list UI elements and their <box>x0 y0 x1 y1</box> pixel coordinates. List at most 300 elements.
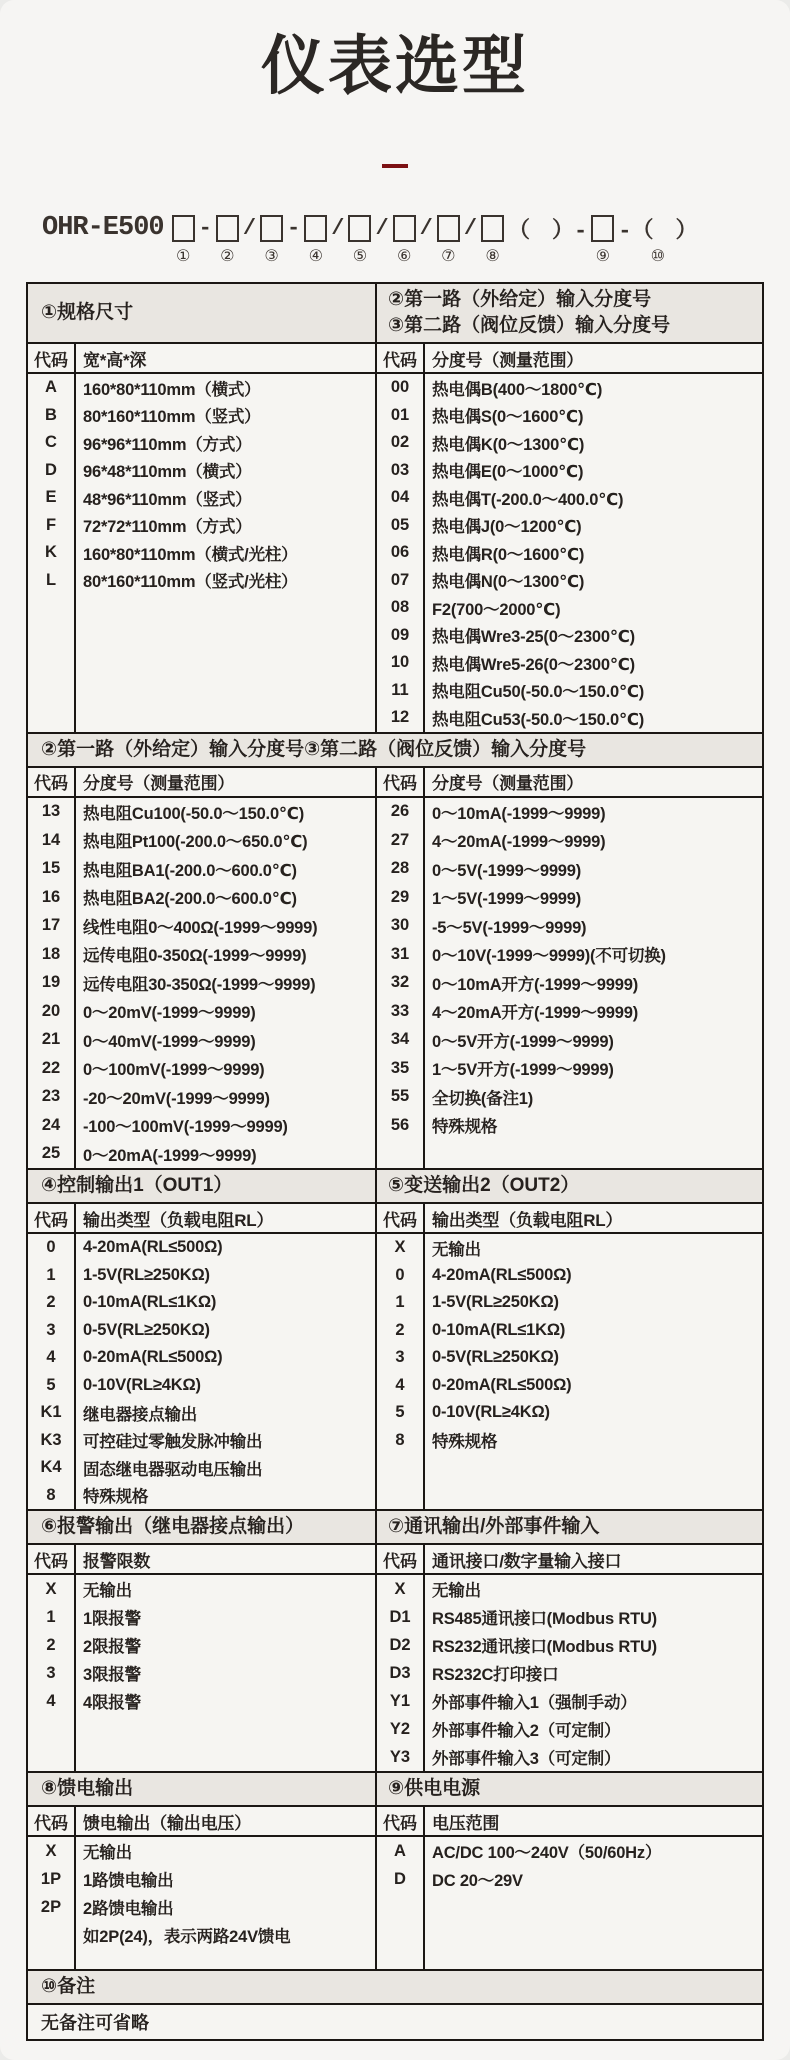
code-cell: 2 <box>395 1320 405 1339</box>
model-position-number: ⑥ <box>396 248 412 265</box>
table-row <box>377 704 762 732</box>
column-divider <box>423 1545 425 1771</box>
desc-cell: 3限报警 <box>83 1666 141 1684</box>
table-row <box>28 402 375 430</box>
desc-column-header: 通讯接口/数字量输入接口 <box>432 1551 622 1571</box>
table-row <box>28 1687 375 1715</box>
desc-cell: 无输出 <box>432 1240 481 1259</box>
desc-cell: 4-20mA(RL≤500Ω) <box>432 1265 572 1284</box>
code-cell: 0 <box>395 1265 405 1284</box>
code-column-header: 代码 <box>383 1813 417 1833</box>
desc-cell: 热电偶E(0～1000℃) <box>432 463 584 482</box>
table-row <box>377 429 762 457</box>
code-cell: 33 <box>390 1001 410 1020</box>
desc-cell: 热电偶B(400～1800℃) <box>432 380 603 399</box>
code-cell: 3 <box>46 1663 56 1682</box>
table-section <box>28 1170 762 1511</box>
model-field-box-group <box>300 212 331 268</box>
desc-cell: 无输出 <box>83 1844 132 1862</box>
desc-cell: 固态继电器驱动电压输出 <box>83 1460 263 1479</box>
table-row <box>377 1372 762 1400</box>
desc-cell: 4～20mA(-1999～9999) <box>432 833 606 852</box>
table-row <box>377 1083 762 1112</box>
desc-cell: 0-10mA(RL≤1KΩ) <box>83 1293 217 1312</box>
code-cell: Y3 <box>389 1747 411 1766</box>
table-row <box>377 539 762 567</box>
code-cell: A <box>45 378 57 397</box>
code-cell: D <box>45 460 57 479</box>
desc-cell: 4～20mA开方(-1999～9999) <box>432 1004 639 1023</box>
code-cell: 28 <box>390 859 410 878</box>
table-row <box>28 1317 375 1345</box>
table-half <box>377 1545 762 1771</box>
desc-column-header: 分度号（测量范围） <box>432 350 584 370</box>
model-separator: / <box>375 215 389 241</box>
column-divider <box>423 1204 425 1509</box>
code-cell: 15 <box>41 859 61 878</box>
model-field-box-group <box>168 212 199 268</box>
desc-cell: 热电偶R(0～1600℃) <box>432 545 585 564</box>
desc-cell: 热电阻Cu100(-50.0～150.0℃) <box>83 804 304 823</box>
column-divider <box>423 344 425 732</box>
model-field-box-group <box>389 212 420 268</box>
code-cell: 25 <box>41 1144 61 1163</box>
code-cell: 13 <box>41 802 61 821</box>
section-title: ②第一路（外给定）输入分度号③第二路（阀位反馈）输入分度号 <box>41 738 587 760</box>
code-column-header: 代码 <box>383 1551 417 1571</box>
code-cell: D <box>394 1869 406 1888</box>
code-cell: 08 <box>390 598 410 617</box>
model-position-number <box>421 246 431 268</box>
table-row <box>28 1111 375 1140</box>
table-row <box>377 1743 762 1771</box>
model-field-box <box>481 215 504 242</box>
code-cell: 4 <box>46 1691 56 1710</box>
model-separator: （ ）- <box>508 218 588 244</box>
desc-cell: 160*80*110mm（横式） <box>83 380 261 399</box>
table-row <box>28 1399 375 1427</box>
table-row <box>28 1603 375 1631</box>
desc-cell: 0～5V开方(-1999～9999) <box>432 1032 614 1051</box>
code-cell: 21 <box>41 1030 61 1049</box>
desc-cell: 96*96*110mm（方式） <box>83 435 252 454</box>
code-cell: 2 <box>46 1635 56 1654</box>
code-cell: 5 <box>395 1403 405 1422</box>
code-cell: Y1 <box>389 1691 411 1710</box>
desc-cell: 热电偶J(0～1200℃) <box>432 518 582 537</box>
code-cell: D3 <box>389 1663 411 1682</box>
model-position-number <box>465 246 475 268</box>
table-row <box>377 855 762 884</box>
desc-cell: -100～100mV(-1999～9999) <box>83 1118 288 1137</box>
code-cell: 2P <box>40 1897 62 1916</box>
desc-cell: 1～5V开方(-1999～9999) <box>432 1061 614 1080</box>
column-header-row <box>28 1545 375 1575</box>
table-section <box>28 284 762 734</box>
table-row <box>377 883 762 912</box>
column-header-row <box>377 1545 762 1575</box>
table-row <box>377 374 762 402</box>
desc-cell: 热电阻Cu53(-50.0～150.0℃) <box>432 710 645 729</box>
desc-cell: 4-20mA(RL≤500Ω) <box>83 1238 223 1257</box>
column-header-row <box>28 768 375 798</box>
table-row <box>377 677 762 705</box>
code-cell: K4 <box>40 1458 62 1477</box>
desc-column-header: 输出类型（负载电阻RL） <box>83 1210 274 1230</box>
model-position-number <box>100 246 110 268</box>
desc-cell: 特殊规格 <box>432 1118 498 1137</box>
code-cell: K <box>45 543 57 562</box>
table-row <box>377 798 762 827</box>
table-half <box>28 1204 377 1509</box>
desc-cell: 特殊规格 <box>83 1488 149 1507</box>
code-cell: 04 <box>390 488 410 507</box>
desc-cell: 48*96*110mm（竖式） <box>83 490 252 509</box>
code-cell: 55 <box>390 1087 410 1106</box>
model-field-box-group <box>433 212 464 268</box>
model-position-number <box>200 246 210 268</box>
table-row <box>28 567 375 595</box>
table-row <box>377 912 762 941</box>
desc-cell: 全切换(备注1) <box>432 1089 534 1108</box>
section-header <box>28 734 762 768</box>
section-header <box>28 284 762 344</box>
table-half <box>28 768 377 1169</box>
section-title-left: ①规格尺寸 <box>28 284 377 342</box>
column-divider <box>423 768 425 1169</box>
table-row <box>28 374 375 402</box>
desc-cell: 远传电阻0-350Ω(-1999～9999) <box>83 947 307 966</box>
model-position-number <box>543 246 553 268</box>
code-cell: 12 <box>390 708 410 727</box>
code-cell: 4 <box>46 1348 56 1367</box>
code-cell: 01 <box>390 405 410 424</box>
column-divider <box>74 1204 76 1509</box>
table-row <box>377 1631 762 1659</box>
desc-cell: 160*80*110mm（横式/光柱） <box>83 545 298 564</box>
table-row <box>28 512 375 540</box>
model-separator-group <box>331 212 344 268</box>
code-column-header: 代码 <box>34 1551 68 1571</box>
code-cell: F <box>45 515 57 534</box>
desc-cell: 热电偶S(0～1600℃) <box>432 408 584 427</box>
table-row: 无备注可省略 <box>41 2013 149 2033</box>
table-row <box>28 1054 375 1083</box>
table-row <box>377 1234 762 1262</box>
section-title: ⑩备注 <box>41 1976 96 1997</box>
model-separator-group <box>464 212 477 268</box>
code-cell: 00 <box>390 378 410 397</box>
desc-cell: 1-5V(RL≥250KΩ) <box>432 1293 559 1312</box>
model-separator-group <box>243 212 256 268</box>
desc-cell: 可控硅过零触发脉冲输出 <box>83 1433 263 1452</box>
code-cell: 1 <box>46 1265 56 1284</box>
code-cell: 3 <box>46 1320 56 1339</box>
code-cell: B <box>45 405 57 424</box>
model-position-number: ⑨ <box>595 248 610 265</box>
desc-cell: 热电阻Pt100(-200.0～650.0℃) <box>83 833 308 852</box>
table-row <box>28 1083 375 1112</box>
desc-cell: 2路馈电输出 <box>83 1900 174 1918</box>
desc-cell: RS232通讯接口(Modbus RTU) <box>432 1638 657 1656</box>
code-cell: 09 <box>390 625 410 644</box>
table-row <box>28 883 375 912</box>
table-row <box>28 1921 375 1949</box>
desc-cell: 热电阻Cu50(-50.0～150.0℃) <box>432 683 645 702</box>
desc-cell: 0～100mV(-1999～9999) <box>83 1061 265 1080</box>
table-section <box>28 1773 762 1971</box>
desc-cell: 热电偶Wre3-25(0～2300℃) <box>432 628 635 647</box>
code-column-header: 代码 <box>34 774 68 793</box>
code-cell: E <box>45 488 57 507</box>
code-cell: 4 <box>395 1375 405 1394</box>
column-header-row <box>377 768 762 798</box>
table-row <box>377 1289 762 1317</box>
table-row <box>377 1715 762 1743</box>
section-title-right: ⑤变送输出2（OUT2） <box>388 1175 580 1196</box>
model-position-number: ⑩ <box>650 248 666 265</box>
column-header-row <box>377 344 762 374</box>
code-column-header: 代码 <box>383 1210 417 1230</box>
code-cell: 0 <box>46 1238 56 1257</box>
model-position-number: ③ <box>264 248 279 265</box>
code-cell: Y2 <box>389 1719 411 1738</box>
code-column-header: 代码 <box>383 774 417 793</box>
model-field-box <box>260 215 283 242</box>
desc-cell: 热电偶N(0～1300℃) <box>432 573 585 592</box>
code-cell: 02 <box>390 433 410 452</box>
column-divider <box>74 1545 76 1771</box>
desc-cell: 特殊规格 <box>432 1433 498 1452</box>
title-divider <box>382 164 408 168</box>
column-divider <box>74 344 76 732</box>
code-cell: 8 <box>395 1430 405 1449</box>
desc-cell: 热电偶Wre5-26(0～2300℃) <box>432 655 635 674</box>
code-cell: 14 <box>41 830 61 849</box>
desc-cell: 0-10V(RL≥4KΩ) <box>83 1375 201 1394</box>
code-cell: 23 <box>41 1087 61 1106</box>
table-row <box>28 1454 375 1482</box>
section-title-right: ⑨供电电源 <box>388 1778 481 1799</box>
table-row <box>28 1427 375 1455</box>
model-position-number: ④ <box>308 248 323 265</box>
desc-cell: F2(700～2000℃) <box>432 600 561 619</box>
table-half <box>377 1807 762 1969</box>
table-row <box>377 1111 762 1140</box>
table-row <box>28 1344 375 1372</box>
table-row <box>377 969 762 998</box>
desc-cell: AC/DC 100～240V（50/60Hz） <box>432 1844 662 1862</box>
table-half <box>377 1204 762 1509</box>
code-cell: 29 <box>390 887 410 906</box>
code-cell: 10 <box>390 653 410 672</box>
table-row <box>28 539 375 567</box>
column-header-row <box>377 1204 762 1234</box>
table-row <box>377 402 762 430</box>
section-header <box>28 1971 762 2005</box>
table-row <box>377 940 762 969</box>
table-row <box>377 1427 762 1455</box>
code-cell: 06 <box>390 543 410 562</box>
table-row <box>28 997 375 1026</box>
table-row <box>377 1317 762 1345</box>
code-cell: A <box>394 1841 406 1860</box>
column-divider <box>74 1807 76 1969</box>
table-row <box>28 429 375 457</box>
code-cell: 26 <box>390 802 410 821</box>
table-section <box>28 1971 762 2039</box>
table-row <box>377 594 762 622</box>
code-cell: 18 <box>41 944 61 963</box>
code-cell: 1P <box>40 1869 62 1888</box>
desc-cell: 热电偶K(0～1300℃) <box>432 435 585 454</box>
model-field-box-group <box>587 212 618 268</box>
desc-column-header: 电压范围 <box>432 1813 500 1833</box>
desc-cell: 72*72*110mm（方式） <box>83 518 252 537</box>
table-row <box>377 567 762 595</box>
table-row <box>377 649 762 677</box>
table-row <box>28 855 375 884</box>
table-row <box>28 969 375 998</box>
model-position-number: ⑤ <box>352 248 368 265</box>
table-row <box>377 484 762 512</box>
section-header <box>28 1170 762 1204</box>
table-row <box>377 1687 762 1715</box>
desc-column-header: 宽*高*深 <box>83 350 147 370</box>
model-prefix-group <box>42 212 168 268</box>
model-separator: / <box>331 215 345 241</box>
code-cell: 35 <box>390 1058 410 1077</box>
table-row <box>28 1372 375 1400</box>
table-row <box>377 457 762 485</box>
table-half <box>377 344 762 732</box>
table-row <box>28 1893 375 1921</box>
desc-column-header: 报警限数 <box>83 1551 151 1571</box>
code-cell: 07 <box>390 570 410 589</box>
code-column-header: 代码 <box>34 1210 68 1230</box>
code-cell: X <box>45 1579 57 1598</box>
selection-table <box>26 282 764 2041</box>
table-row <box>377 1026 762 1055</box>
table-row <box>28 1631 375 1659</box>
desc-cell: 外部事件输入2（可定制） <box>432 1722 621 1740</box>
code-cell: X <box>394 1238 406 1257</box>
desc-cell: 0～10mA开方(-1999～9999) <box>432 975 639 994</box>
table-half <box>28 344 377 732</box>
code-cell: 3 <box>395 1348 405 1367</box>
table-row <box>377 826 762 855</box>
code-cell: X <box>394 1579 406 1598</box>
table-row <box>377 1837 762 1865</box>
code-cell: 1 <box>395 1293 405 1312</box>
desc-cell: 0～20mV(-1999～9999) <box>83 1004 256 1023</box>
column-header-row <box>28 1204 375 1234</box>
model-separator-group <box>618 212 697 268</box>
model-position-number: ⑧ <box>485 248 500 265</box>
model-field-box-group <box>344 212 375 268</box>
model-position-number <box>333 246 343 268</box>
code-cell: 22 <box>41 1058 61 1077</box>
desc-cell: 0～5V(-1999～9999) <box>432 861 582 880</box>
table-row <box>377 997 762 1026</box>
desc-cell: 远传电阻30-350Ω(-1999～9999) <box>83 975 316 994</box>
section-title-right: ②第一路（外给定）输入分度号 ③第二路（阀位反馈）输入分度号 <box>388 289 671 336</box>
column-header-row <box>28 344 375 374</box>
code-cell: 32 <box>390 973 410 992</box>
model-field-box-group <box>212 212 243 268</box>
model-separator-group <box>287 212 300 268</box>
code-cell: L <box>45 570 57 589</box>
model-field-box <box>437 215 460 242</box>
model-field-box <box>348 215 371 242</box>
table-row <box>377 1262 762 1290</box>
desc-cell: 0-20mA(RL≤500Ω) <box>83 1348 223 1367</box>
table-row <box>28 798 375 827</box>
column-divider <box>74 768 76 1169</box>
desc-cell: 1-5V(RL≥250KΩ) <box>83 1265 210 1284</box>
model-field-box <box>591 215 614 242</box>
page-title: 仪表选型 <box>261 30 529 102</box>
desc-cell: 继电器接点输出 <box>83 1405 198 1424</box>
model-separator: - <box>198 215 212 241</box>
model-field-box <box>172 215 195 242</box>
desc-cell: 0-10mA(RL≤1KΩ) <box>432 1320 566 1339</box>
desc-cell: -20～20mV(-1999～9999) <box>83 1089 270 1108</box>
desc-cell: 线性电阻0～400Ω(-1999～9999) <box>83 918 318 937</box>
model-separator: - <box>287 215 301 241</box>
model-separator: / <box>242 215 257 241</box>
desc-cell: 热电偶T(-200.0～400.0℃) <box>432 490 624 509</box>
section-header <box>28 1773 762 1807</box>
code-cell: K3 <box>40 1430 62 1449</box>
table-row <box>28 912 375 941</box>
model-position-number <box>244 246 254 268</box>
desc-column-header: 馈电输出（输出电压） <box>83 1813 251 1833</box>
desc-cell: 1限报警 <box>83 1610 141 1628</box>
table-row <box>377 512 762 540</box>
code-cell: 31 <box>390 944 410 963</box>
model-field-box <box>216 215 239 242</box>
desc-cell: RS485通讯接口(Modbus RTU) <box>432 1610 657 1628</box>
desc-cell: 1～5V(-1999～9999) <box>432 890 582 909</box>
model-separator: / <box>463 215 478 241</box>
desc-column-header: 分度号（测量范围） <box>83 774 235 793</box>
model-separator-group <box>199 212 212 268</box>
code-cell: 1 <box>46 1607 56 1626</box>
section-header <box>28 1511 762 1545</box>
code-cell: 2 <box>46 1293 56 1312</box>
model-separator-group <box>420 212 433 268</box>
table-section <box>28 1511 762 1773</box>
code-cell: 34 <box>390 1030 410 1049</box>
code-cell: 19 <box>41 973 61 992</box>
table-row <box>377 1865 762 1893</box>
desc-cell: 如2P(24)，表示两路24V馈电 <box>83 1928 291 1946</box>
model-position-number: ⑦ <box>441 248 456 265</box>
model-position-number: ② <box>220 248 235 265</box>
model-position-number: ① <box>175 248 191 265</box>
desc-cell: 无输出 <box>432 1582 481 1600</box>
model-separator-group <box>508 212 587 268</box>
column-header-row <box>377 1807 762 1837</box>
table-row <box>28 1575 375 1603</box>
table-row <box>28 1837 375 1865</box>
desc-cell: 0-20mA(RL≤500Ω) <box>432 1375 572 1394</box>
model-field-box-group <box>477 212 508 268</box>
table-row <box>377 1575 762 1603</box>
desc-cell: 外部事件输入3（可定制） <box>432 1750 621 1768</box>
desc-cell: DC 20～29V <box>432 1872 523 1890</box>
